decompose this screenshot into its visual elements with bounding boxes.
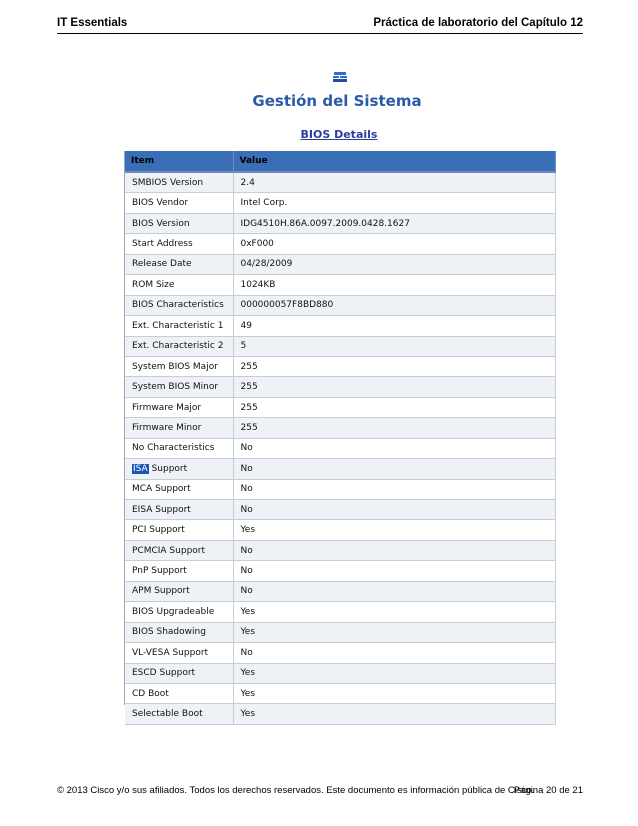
table-row[interactable] <box>125 663 555 683</box>
row-item-cell: VL-VESA Support <box>125 643 233 663</box>
table-row[interactable] <box>125 254 555 274</box>
row-value-cell: No <box>233 643 555 663</box>
row-value-cell: Intel Corp. <box>233 193 555 213</box>
row-item-cell: System BIOS Major <box>125 356 233 376</box>
row-item-cell <box>125 459 233 479</box>
table-row[interactable] <box>125 602 555 622</box>
column-header-value: Value <box>233 151 555 172</box>
row-value-cell: 0xF000 <box>233 234 555 254</box>
row-value-cell: 5 <box>233 336 555 356</box>
row-item-cell: Ext. Characteristic 1 <box>125 316 233 336</box>
footer-page-number: Página 20 de 21 <box>513 785 583 796</box>
row-item-cell: No Characteristics <box>125 438 233 458</box>
table-row[interactable] <box>125 520 555 540</box>
table-row[interactable] <box>125 581 555 601</box>
row-item-cell: System BIOS Minor <box>125 377 233 397</box>
table-row[interactable] <box>125 193 555 213</box>
row-item-cell: EISA Support <box>125 500 233 520</box>
row-value-cell: No <box>233 540 555 560</box>
row-value-cell: IDG4510H.86A.0097.2009.0428.1627 <box>233 213 555 233</box>
bios-details-table <box>125 151 556 725</box>
row-value-cell: No <box>233 500 555 520</box>
row-item-cell: SMBIOS Version <box>125 172 233 193</box>
row-value-cell: 255 <box>233 356 555 376</box>
row-item-cell: PCI Support <box>125 520 233 540</box>
header-lab-title: Práctica de laboratorio del Capítulo 12 <box>373 17 583 29</box>
table-row[interactable] <box>125 500 555 520</box>
row-value-cell: 1024KB <box>233 275 555 295</box>
row-value-cell: No <box>233 581 555 601</box>
row-value-cell: 2.4 <box>233 172 555 193</box>
row-item-label-rest: Support <box>148 463 188 474</box>
row-item-cell: Firmware Major <box>125 397 233 417</box>
table-row[interactable] <box>125 275 555 295</box>
row-item-cell: BIOS Shadowing <box>125 622 233 642</box>
table-row[interactable] <box>125 561 555 581</box>
row-item-cell: PCMCIA Support <box>125 540 233 560</box>
row-value-cell: 255 <box>233 377 555 397</box>
row-value-cell: Yes <box>233 602 555 622</box>
row-item-cell: BIOS Vendor <box>125 193 233 213</box>
table-header-row <box>125 151 555 172</box>
table-row[interactable] <box>125 397 555 417</box>
table-body <box>125 172 555 724</box>
row-value-cell: Yes <box>233 704 555 724</box>
row-item-cell: MCA Support <box>125 479 233 499</box>
row-item-cell: ESCD Support <box>125 663 233 683</box>
row-item-cell: Ext. Characteristic 2 <box>125 336 233 356</box>
row-value-cell: Yes <box>233 663 555 683</box>
row-value-cell: Yes <box>233 683 555 703</box>
bios-details-table-frame <box>124 151 555 720</box>
page-header <box>57 17 583 34</box>
bios-details-link[interactable]: BIOS Details <box>300 128 378 141</box>
table-row[interactable] <box>125 213 555 233</box>
table-row[interactable] <box>125 234 555 254</box>
header-course-title: IT Essentials <box>57 17 128 29</box>
table-row[interactable] <box>125 540 555 560</box>
row-item-cell: Start Address <box>125 234 233 254</box>
table-row[interactable] <box>125 704 555 724</box>
table-row[interactable] <box>125 316 555 336</box>
table-row[interactable] <box>125 295 555 315</box>
row-value-cell: 04/28/2009 <box>233 254 555 274</box>
table-row[interactable] <box>125 438 555 458</box>
table-row[interactable] <box>125 356 555 376</box>
footer-copyright: © 2013 Cisco y/o sus afiliados. Todos los derechos reservados. Este documento es información pública de Cisco. <box>57 785 535 796</box>
row-value-cell: 000000057F8BD880 <box>233 295 555 315</box>
row-item-cell: Selectable Boot <box>125 704 233 724</box>
table-row[interactable] <box>125 622 555 642</box>
row-item-cell: BIOS Upgradeable <box>125 602 233 622</box>
page-title: Gestión del Sistema <box>252 92 422 110</box>
row-value-cell: Yes <box>233 622 555 642</box>
row-item-cell: CD Boot <box>125 683 233 703</box>
row-item-cell: PnP Support <box>125 561 233 581</box>
selected-text: ISA <box>133 463 148 474</box>
row-value-cell: 49 <box>233 316 555 336</box>
row-value-cell: No <box>233 438 555 458</box>
table-row[interactable] <box>125 479 555 499</box>
row-value-cell: 255 <box>233 418 555 438</box>
row-item-cell: BIOS Characteristics <box>125 295 233 315</box>
table-row[interactable] <box>125 172 555 193</box>
row-value-cell: 255 <box>233 397 555 417</box>
row-item-cell: APM Support <box>125 581 233 601</box>
table-row[interactable] <box>125 377 555 397</box>
table-row[interactable] <box>125 336 555 356</box>
row-value-cell: No <box>233 479 555 499</box>
table-row[interactable] <box>125 683 555 703</box>
row-value-cell: No <box>233 561 555 581</box>
table-row[interactable] <box>125 643 555 663</box>
row-item-cell: ROM Size <box>125 275 233 295</box>
row-value-cell: Yes <box>233 520 555 540</box>
row-value-cell: No <box>233 459 555 479</box>
row-item-cell: Firmware Minor <box>125 418 233 438</box>
table-row[interactable] <box>125 418 555 438</box>
windows-logo-icon <box>333 72 347 82</box>
column-header-item: Item <box>125 151 233 172</box>
row-item-cell: BIOS Version <box>125 213 233 233</box>
row-item-cell: Release Date <box>125 254 233 274</box>
table-row[interactable] <box>125 459 555 479</box>
